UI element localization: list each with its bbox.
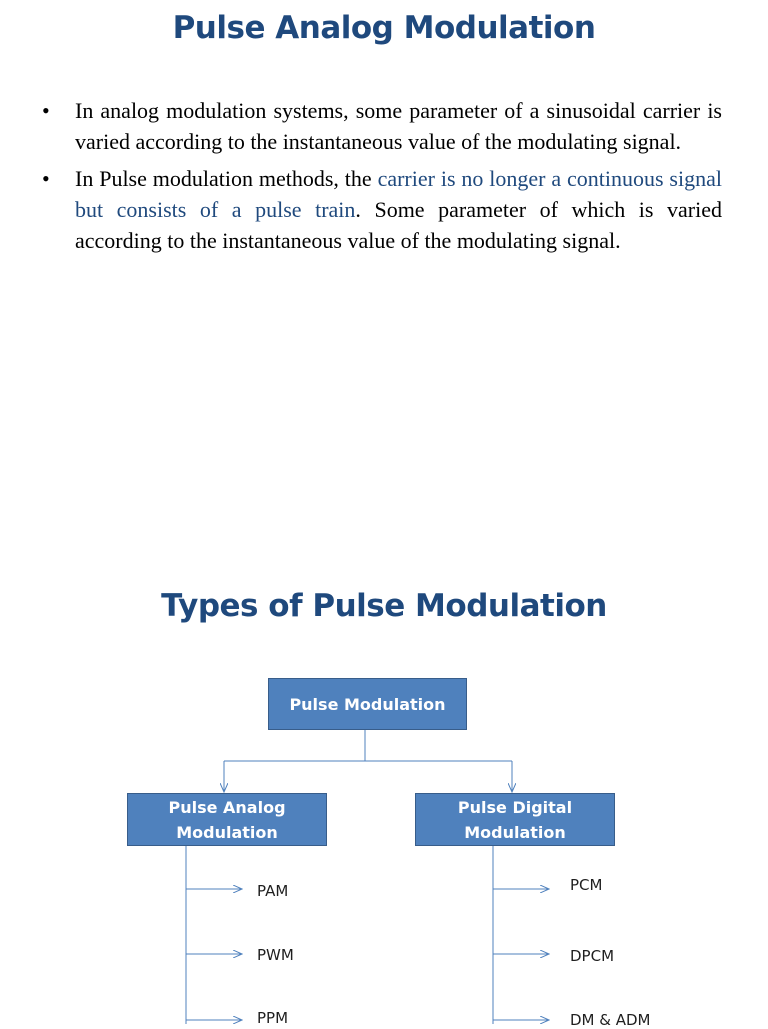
leaf-label-dm-adm: DM & ADM [570,1011,651,1029]
leaf-label-pam: PAM [257,882,289,900]
branch-node-label-line2: Modulation [176,822,278,842]
leaf-label-pwm: PWM [257,946,294,964]
leaf-label-pcm: PCM [570,876,603,894]
leaf-label-ppm: PPM [257,1009,289,1027]
leaf-label-dpcm: DPCM [570,947,615,965]
branch-node-label-line1: Pulse Analog [168,797,286,817]
root-node-label: Pulse Modulation [289,694,446,714]
bullet-dot-icon: • [42,98,50,123]
branch-node-label-line2: Modulation [464,822,566,842]
branch-node-pulse-analog [127,793,327,846]
bullet-dot-icon: • [42,166,50,191]
branch-node-label-line1: Pulse Digital [457,797,573,817]
bullet-text-part: In analog modulation systems, some parameter of a sinusoidal carrier is varied according to the instantaneous value of the modulating signal. [75,98,722,154]
branch-node-pulse-digital [415,793,615,846]
section-title: Types of Pulse Modulation [161,588,607,624]
root-node-pulse-modulation [268,678,467,730]
bullet-text-part: . Some parameter of which is varied according to the instantaneous value of the modulating signal. [75,197,723,253]
bullet-text-highlight: carrier is no longer a continuous signal but consists of a pulse train [75,166,722,222]
bullet-text-part: In Pulse modulation methods, the [75,166,378,191]
page-title: Pulse Analog Modulation [172,10,596,46]
